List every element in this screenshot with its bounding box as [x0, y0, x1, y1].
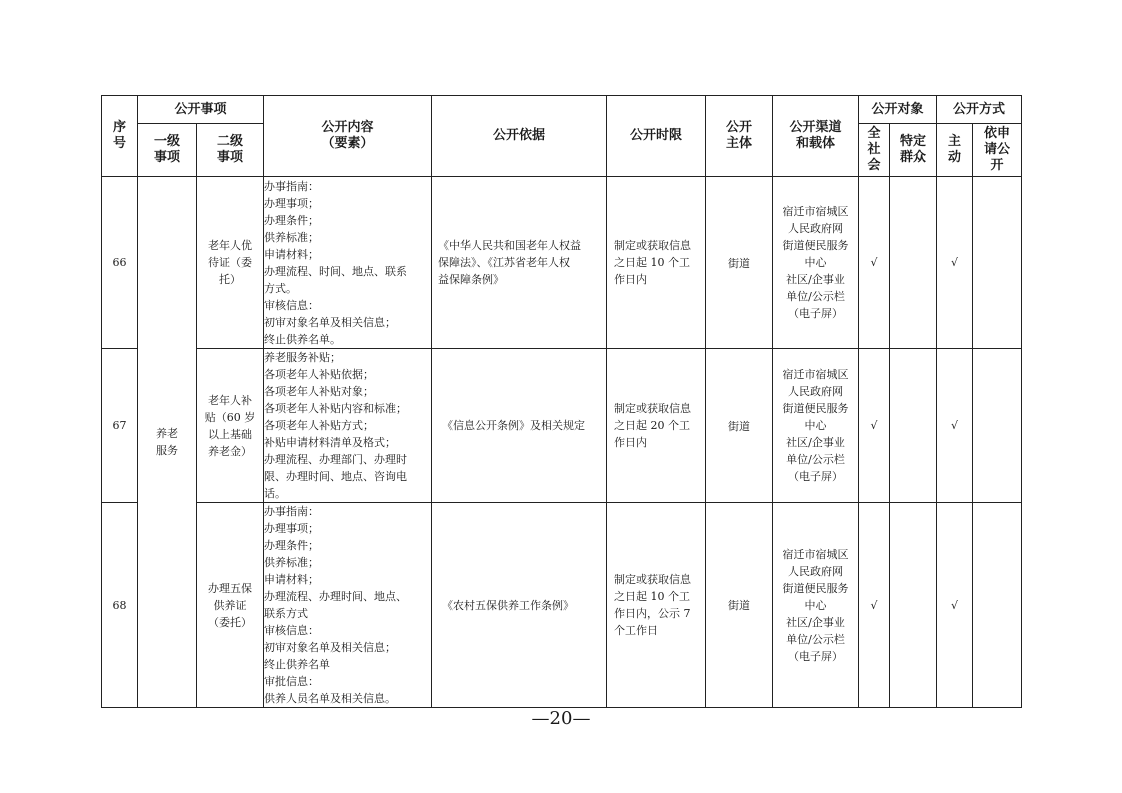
- row-seq: 67: [102, 349, 138, 503]
- row-whole-society-check: √: [859, 177, 890, 349]
- header-seq: 序 号: [102, 96, 138, 177]
- header-specific: 特定 群众: [890, 124, 937, 177]
- row-basis: 《中华人民共和国老年人权益 保障法》、《江苏省老年人权 益保障条例》: [432, 177, 607, 349]
- header-channel: 公开渠道 和载体: [773, 96, 859, 177]
- header-audience-group: 公开对象: [859, 96, 937, 124]
- header-content: 公开内容 （要素）: [264, 96, 432, 177]
- table-row: [102, 177, 1022, 349]
- row-subject: 街道: [706, 503, 773, 708]
- row-time-limit: 制定或获取信息 之日起 10 个工 作日内，公示 7 个工作日: [607, 503, 706, 708]
- header-level2: 二级 事项: [197, 124, 264, 177]
- row-specific-check: [890, 349, 937, 503]
- header-items-group: 公开事项: [138, 96, 264, 124]
- disclosure-table: [101, 95, 1022, 708]
- header-subject: 公开 主体: [706, 96, 773, 177]
- row-content: 办事指南： 办理事项； 办理条件； 供养标准； 申请材料； 办理流程、办理时间、地点、 联系方式 审核信息： 初审对象名单及相关信息； 终止供养名单 审批信息： 供养人员名单及相关信息。: [264, 503, 432, 708]
- header-basis: 公开依据: [432, 96, 607, 177]
- row-seq: 66: [102, 177, 138, 349]
- header-row-1: [102, 96, 1022, 124]
- header-time-limit: 公开时限: [607, 96, 706, 177]
- row-specific-check: [890, 503, 937, 708]
- row-item: 老年人优 待证（委 托）: [197, 177, 264, 349]
- row-specific-check: [890, 177, 937, 349]
- row-content: 养老服务补贴； 各项老年人补贴依据； 各项老年人补贴对象； 各项老年人补贴内容和标准； 各项老年人补贴方式； 补贴申请材料清单及格式； 办理流程、办理部门、办理时 限、办理时间、地点、咨询电 话。: [264, 349, 432, 503]
- row-item: 老年人补 贴（60 岁 以上基础 养老金）: [197, 349, 264, 503]
- row-active-check: √: [937, 349, 973, 503]
- row-time-limit: 制定或获取信息 之日起 10 个工 作日内: [607, 177, 706, 349]
- header-level1: 一级 事项: [138, 124, 197, 177]
- row-channel: 宿迁市宿城区 人民政府网 街道便民服务 中心 社区/企事业 单位/公示栏 （电子屏）: [773, 349, 859, 503]
- row-item: 办理五保 供养证 （委托）: [197, 503, 264, 708]
- category-cell: 养老 服务: [138, 177, 197, 708]
- row-seq: 68: [102, 503, 138, 708]
- header-method-group: 公开方式: [937, 96, 1022, 124]
- row-channel: 宿迁市宿城区 人民政府网 街道便民服务 中心 社区/企事业 单位/公示栏 （电子屏）: [773, 503, 859, 708]
- row-on-request-check: [973, 349, 1022, 503]
- row-basis: 《信息公开条例》及相关规定: [432, 349, 607, 503]
- row-on-request-check: [973, 503, 1022, 708]
- table-row: [102, 503, 1022, 708]
- row-whole-society-check: √: [859, 349, 890, 503]
- page-number: —20—: [531, 708, 591, 729]
- header-active: 主 动: [937, 124, 973, 177]
- header-on-request: 依申 请公 开: [973, 124, 1022, 177]
- table-row: [102, 349, 1022, 503]
- row-on-request-check: [973, 177, 1022, 349]
- row-channel: 宿迁市宿城区 人民政府网 街道便民服务 中心 社区/企事业 单位/公示栏 （电子屏）: [773, 177, 859, 349]
- row-active-check: √: [937, 503, 973, 708]
- header-whole-society: 全 社 会: [859, 124, 890, 177]
- row-content: 办事指南： 办理事项； 办理条件； 供养标准； 申请材料； 办理流程、时间、地点、联系 方式。 审核信息： 初审对象名单及相关信息； 终止供养名单。: [264, 177, 432, 349]
- row-basis: 《农村五保供养工作条例》: [432, 503, 607, 708]
- row-subject: 街道: [706, 349, 773, 503]
- row-whole-society-check: √: [859, 503, 890, 708]
- row-subject: 街道: [706, 177, 773, 349]
- row-active-check: √: [937, 177, 973, 349]
- row-time-limit: 制定或获取信息 之日起 20 个工 作日内: [607, 349, 706, 503]
